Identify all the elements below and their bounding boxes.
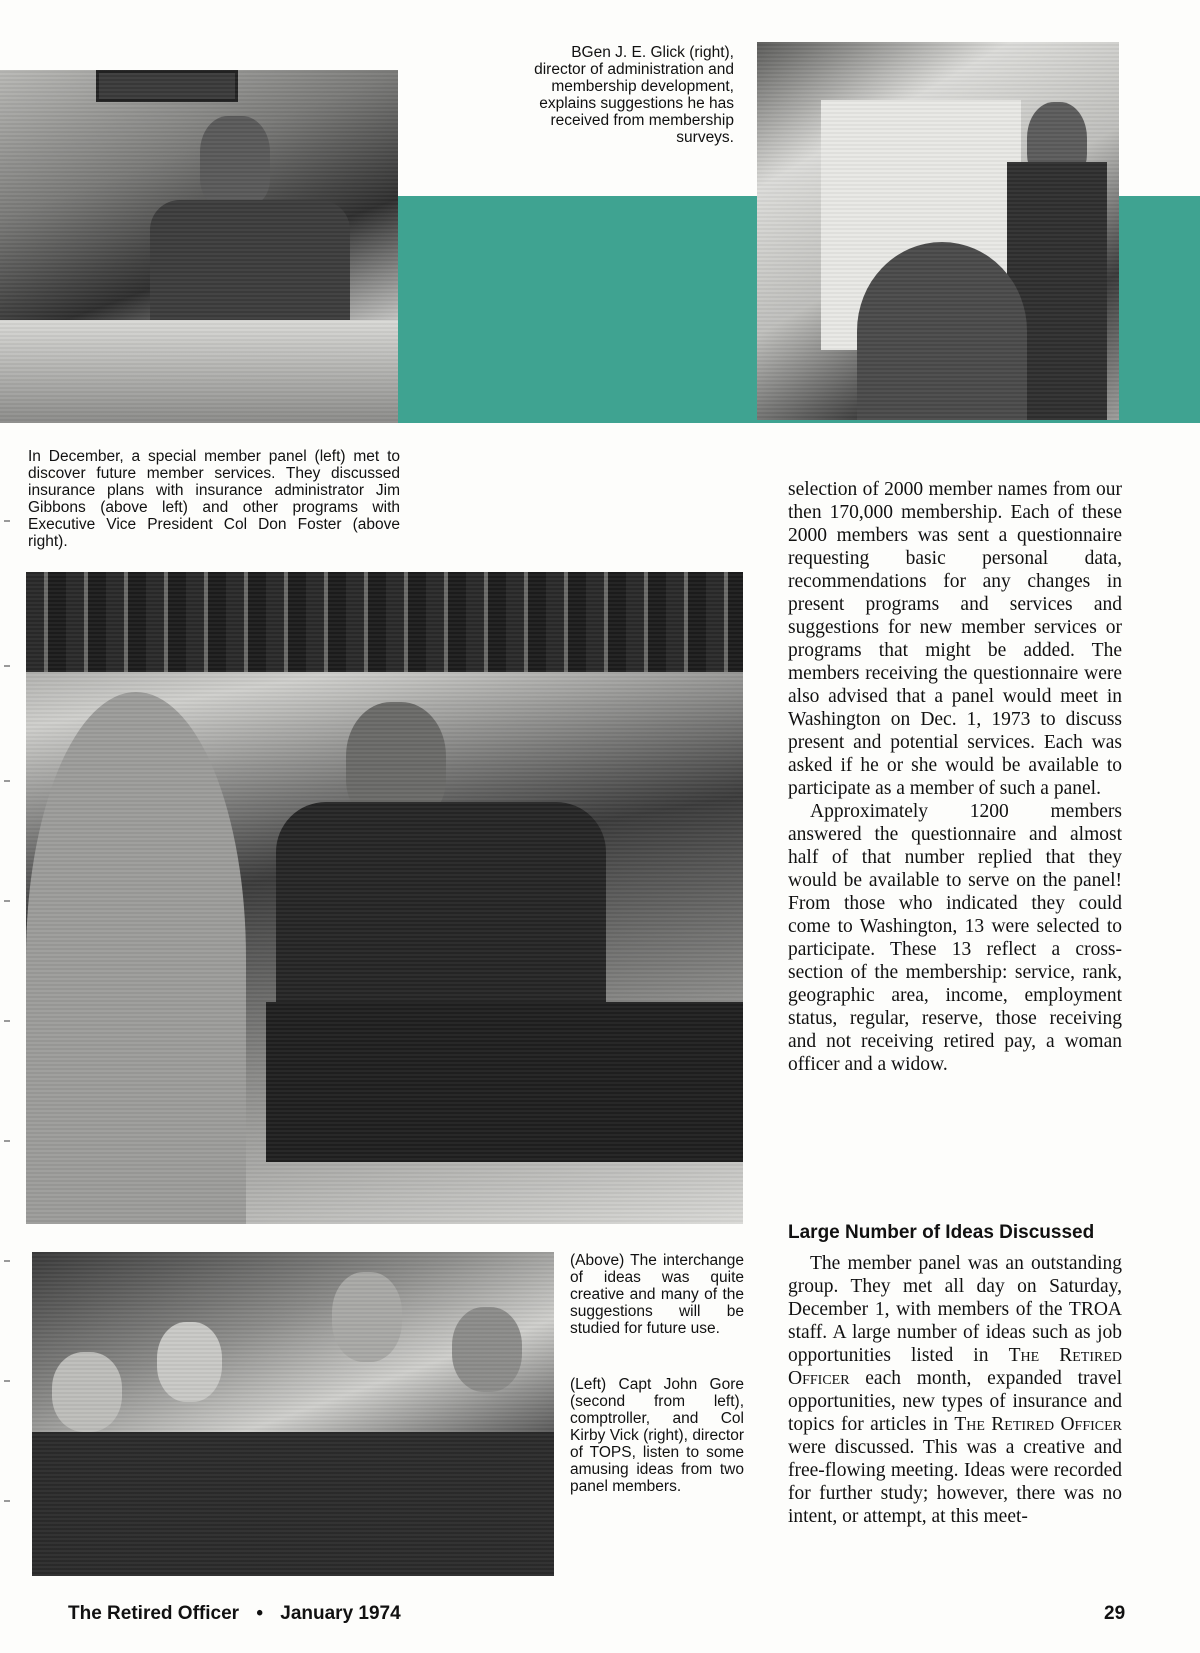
footer-publication bbox=[68, 1603, 401, 1625]
article-column-lower bbox=[788, 1252, 1122, 1528]
article-paragraph-3 bbox=[788, 1252, 1122, 1528]
magazine-name-1: The Retired Officer bbox=[788, 1345, 1122, 1389]
article-column-upper bbox=[788, 478, 1122, 1076]
photo-glick-flip-chart bbox=[757, 42, 1119, 420]
article-paragraph-1: selection of 2000 member names from our then 170,000 membership. Each of these 2000 members was sent a questionnaire requesting basic personal data, recommendations for any changes in present programs and services and suggestions for new member services or programs that might be added. The members receiving the questionnaire were also advised that a panel would meet in Washington on Dec. 1, 1973 to discuss present and potential services. Each was asked if he or she would be available to participate as a member of such a panel. bbox=[788, 479, 1122, 799]
article-subheading: Large Number of Ideas Discussed bbox=[788, 1222, 1095, 1243]
magazine-name-2: The Retired Officer bbox=[954, 1414, 1122, 1435]
footer-separator: • bbox=[256, 1603, 263, 1624]
article-paragraph-3-part-b: each month, expanded travel opportunities, new types of insurance and topics for articles in bbox=[788, 1368, 1122, 1435]
footer-publication-name: The Retired Officer bbox=[68, 1603, 240, 1624]
photo-panel-discussion bbox=[26, 572, 743, 1224]
page-number: 29 bbox=[1104, 1603, 1126, 1624]
photo-panel-with-insurance-administrator bbox=[0, 70, 398, 423]
article-paragraph-2: Approximately 1200 members answered the questionnaire and almost half of that number replied that they would be available to serve on the panel! From those who indicated they could come to Washington, 13 were selected to participate. These 13 reflect a cross-section of the membership: service, rank, geographic area, income, employment status, regular, reserve, those receiving and not receiving retired pay, a woman officer and a widow. bbox=[788, 801, 1122, 1075]
photo-four-men-standing bbox=[32, 1252, 554, 1576]
caption-member-panel: In December, a special member panel (left) met to discover future member services. They discussed insurance plans with insurance administrator Jim Gibbons (above left) and other programs with Executive Vice President Col Don Foster (above right). bbox=[28, 448, 400, 550]
article-paragraph-3-part-c: were discussed. This was a creative and free-flowing meeting. Ideas were recorded for further study; however, there was no intent, or attempt, at this meet- bbox=[788, 1437, 1122, 1527]
footer-issue-date: January 1974 bbox=[280, 1603, 401, 1624]
caption-above: (Above) The interchange of ideas was quite creative and many of the suggestions will be studied for future use. bbox=[570, 1252, 744, 1337]
caption-left: (Left) Capt John Gore (second from left), comptroller, and Col Kirby Vick (right), director of TOPS, listen to some amusing ideas from two panel members. bbox=[570, 1376, 744, 1495]
article-paragraph-3-part-a: The member panel was an outstanding group. They met all day on Saturday, December 1, with members of the TROA staff. A large number of ideas such as job opportunities listed in bbox=[788, 1253, 1122, 1366]
caption-glick: BGen J. E. Glick (right), director of administration and membership development, explains suggestions he has received from membership surveys. bbox=[534, 44, 734, 146]
